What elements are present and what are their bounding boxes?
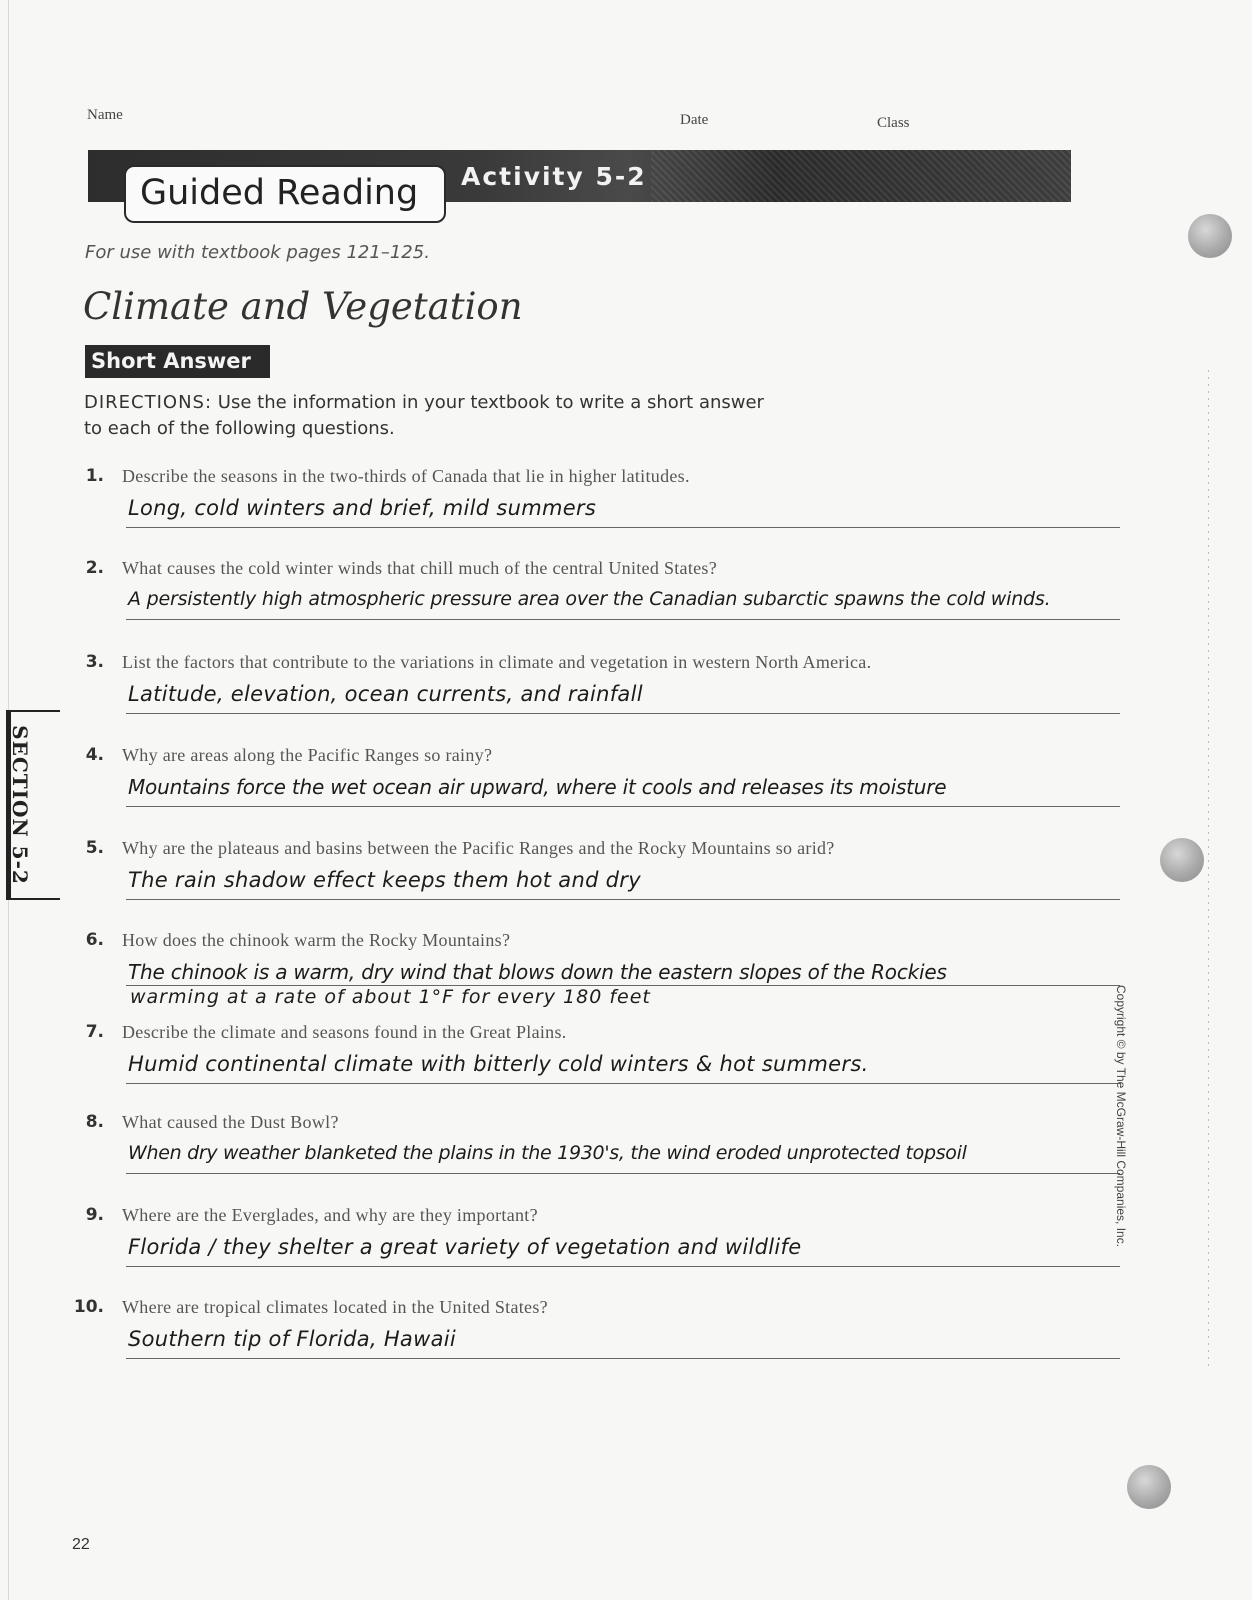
handwritten-answer: A persistently high atmospheric pressure area over the Canadian subarctic spawns the cold winds. bbox=[128, 588, 1051, 610]
question-text: How does the chinook warm the Rocky Mountains? bbox=[122, 930, 511, 950]
guided-reading-title: Guided Reading bbox=[124, 165, 446, 223]
handwritten-answer: Latitude, elevation, ocean currents, and rainfall bbox=[128, 682, 643, 706]
class-label: Class bbox=[877, 115, 910, 131]
question-text: List the factors that contribute to the variations in climate and vegetation in western North America. bbox=[122, 652, 872, 672]
question-text: What caused the Dust Bowl? bbox=[122, 1112, 339, 1132]
directions-text-1: Use the information in your textbook to write a short answer bbox=[217, 392, 764, 413]
directions-text-2: to each of the following questions. bbox=[84, 418, 395, 439]
question-number: 9. bbox=[85, 1205, 104, 1225]
page-title: Climate and Vegetation bbox=[83, 285, 523, 328]
question-number: 8. bbox=[85, 1112, 104, 1132]
directions-label: DIRECTIONS: bbox=[84, 392, 213, 413]
answer-line bbox=[126, 806, 1120, 807]
answer-line bbox=[126, 713, 1120, 714]
answer-line bbox=[126, 527, 1120, 528]
question-number: 10. bbox=[73, 1297, 104, 1317]
activity-label: Activity 5-2 bbox=[461, 162, 647, 191]
answer-line bbox=[126, 1083, 1120, 1084]
question-text: Why are the plateaus and basins between the Pacific Ranges and the Rocky Mountains so arid? bbox=[122, 838, 835, 858]
handwritten-answer: Mountains force the wet ocean air upward, where it cools and releases its moisture bbox=[128, 775, 947, 799]
handwritten-answer: The rain shadow effect keeps them hot and dry bbox=[128, 868, 641, 892]
punch-hole bbox=[1188, 214, 1232, 258]
question-number: 6. bbox=[85, 930, 104, 950]
perforation-dots bbox=[1208, 370, 1209, 1370]
short-answer-label: Short Answer bbox=[85, 345, 270, 378]
directions bbox=[84, 390, 844, 442]
name-label: Name bbox=[87, 107, 123, 123]
answer-line bbox=[126, 1266, 1120, 1267]
question-number: 2. bbox=[85, 558, 104, 578]
question-text: Where are tropical climates located in the United States? bbox=[122, 1297, 548, 1317]
page-number: 22 bbox=[72, 1536, 90, 1553]
date-label: Date bbox=[680, 112, 709, 128]
question-text: Where are the Everglades, and why are they important? bbox=[122, 1205, 538, 1225]
question-number: 1. bbox=[85, 466, 104, 486]
textbook-pages-note: For use with textbook pages 121–125. bbox=[85, 242, 430, 263]
question-text: Why are areas along the Pacific Ranges so rainy? bbox=[122, 745, 493, 765]
handwritten-answer: When dry weather blanketed the plains in the 1930's, the wind eroded unprotected topsoil bbox=[128, 1142, 967, 1164]
answer-line bbox=[126, 1358, 1120, 1359]
handwritten-answer: Humid continental climate with bitterly cold winters & hot summers. bbox=[128, 1052, 869, 1076]
section-tab-label: SECTION 5-2 bbox=[8, 725, 32, 885]
punch-hole bbox=[1127, 1465, 1171, 1509]
question-number: 5. bbox=[85, 838, 104, 858]
handwritten-answer: The chinook is a warm, dry wind that blows down the eastern slopes of the Rockies bbox=[128, 960, 947, 984]
question-number: 3. bbox=[85, 652, 104, 672]
answer-line bbox=[126, 1173, 1120, 1174]
handwritten-answer: Southern tip of Florida, Hawaii bbox=[128, 1327, 457, 1351]
question-text: Describe the climate and seasons found in the Great Plains. bbox=[122, 1022, 567, 1042]
question-text: Describe the seasons in the two-thirds of Canada that lie in higher latitudes. bbox=[122, 466, 690, 486]
question-number: 4. bbox=[85, 745, 104, 765]
answer-line bbox=[126, 619, 1120, 620]
answer-line bbox=[126, 899, 1120, 900]
copyright-notice: Copyright © by The McGraw-Hill Companies, Inc. bbox=[1114, 985, 1128, 1248]
handwritten-answer-continued: warming at a rate of about 1°F for every 180 feet bbox=[130, 986, 651, 1008]
question-text: What causes the cold winter winds that chill much of the central United States? bbox=[122, 558, 718, 578]
handwritten-answer: Long, cold winters and brief, mild summers bbox=[128, 496, 597, 520]
handwritten-answer: Florida / they shelter a great variety of vegetation and wildlife bbox=[128, 1235, 802, 1259]
question-number: 7. bbox=[85, 1022, 104, 1042]
punch-hole bbox=[1160, 838, 1204, 882]
